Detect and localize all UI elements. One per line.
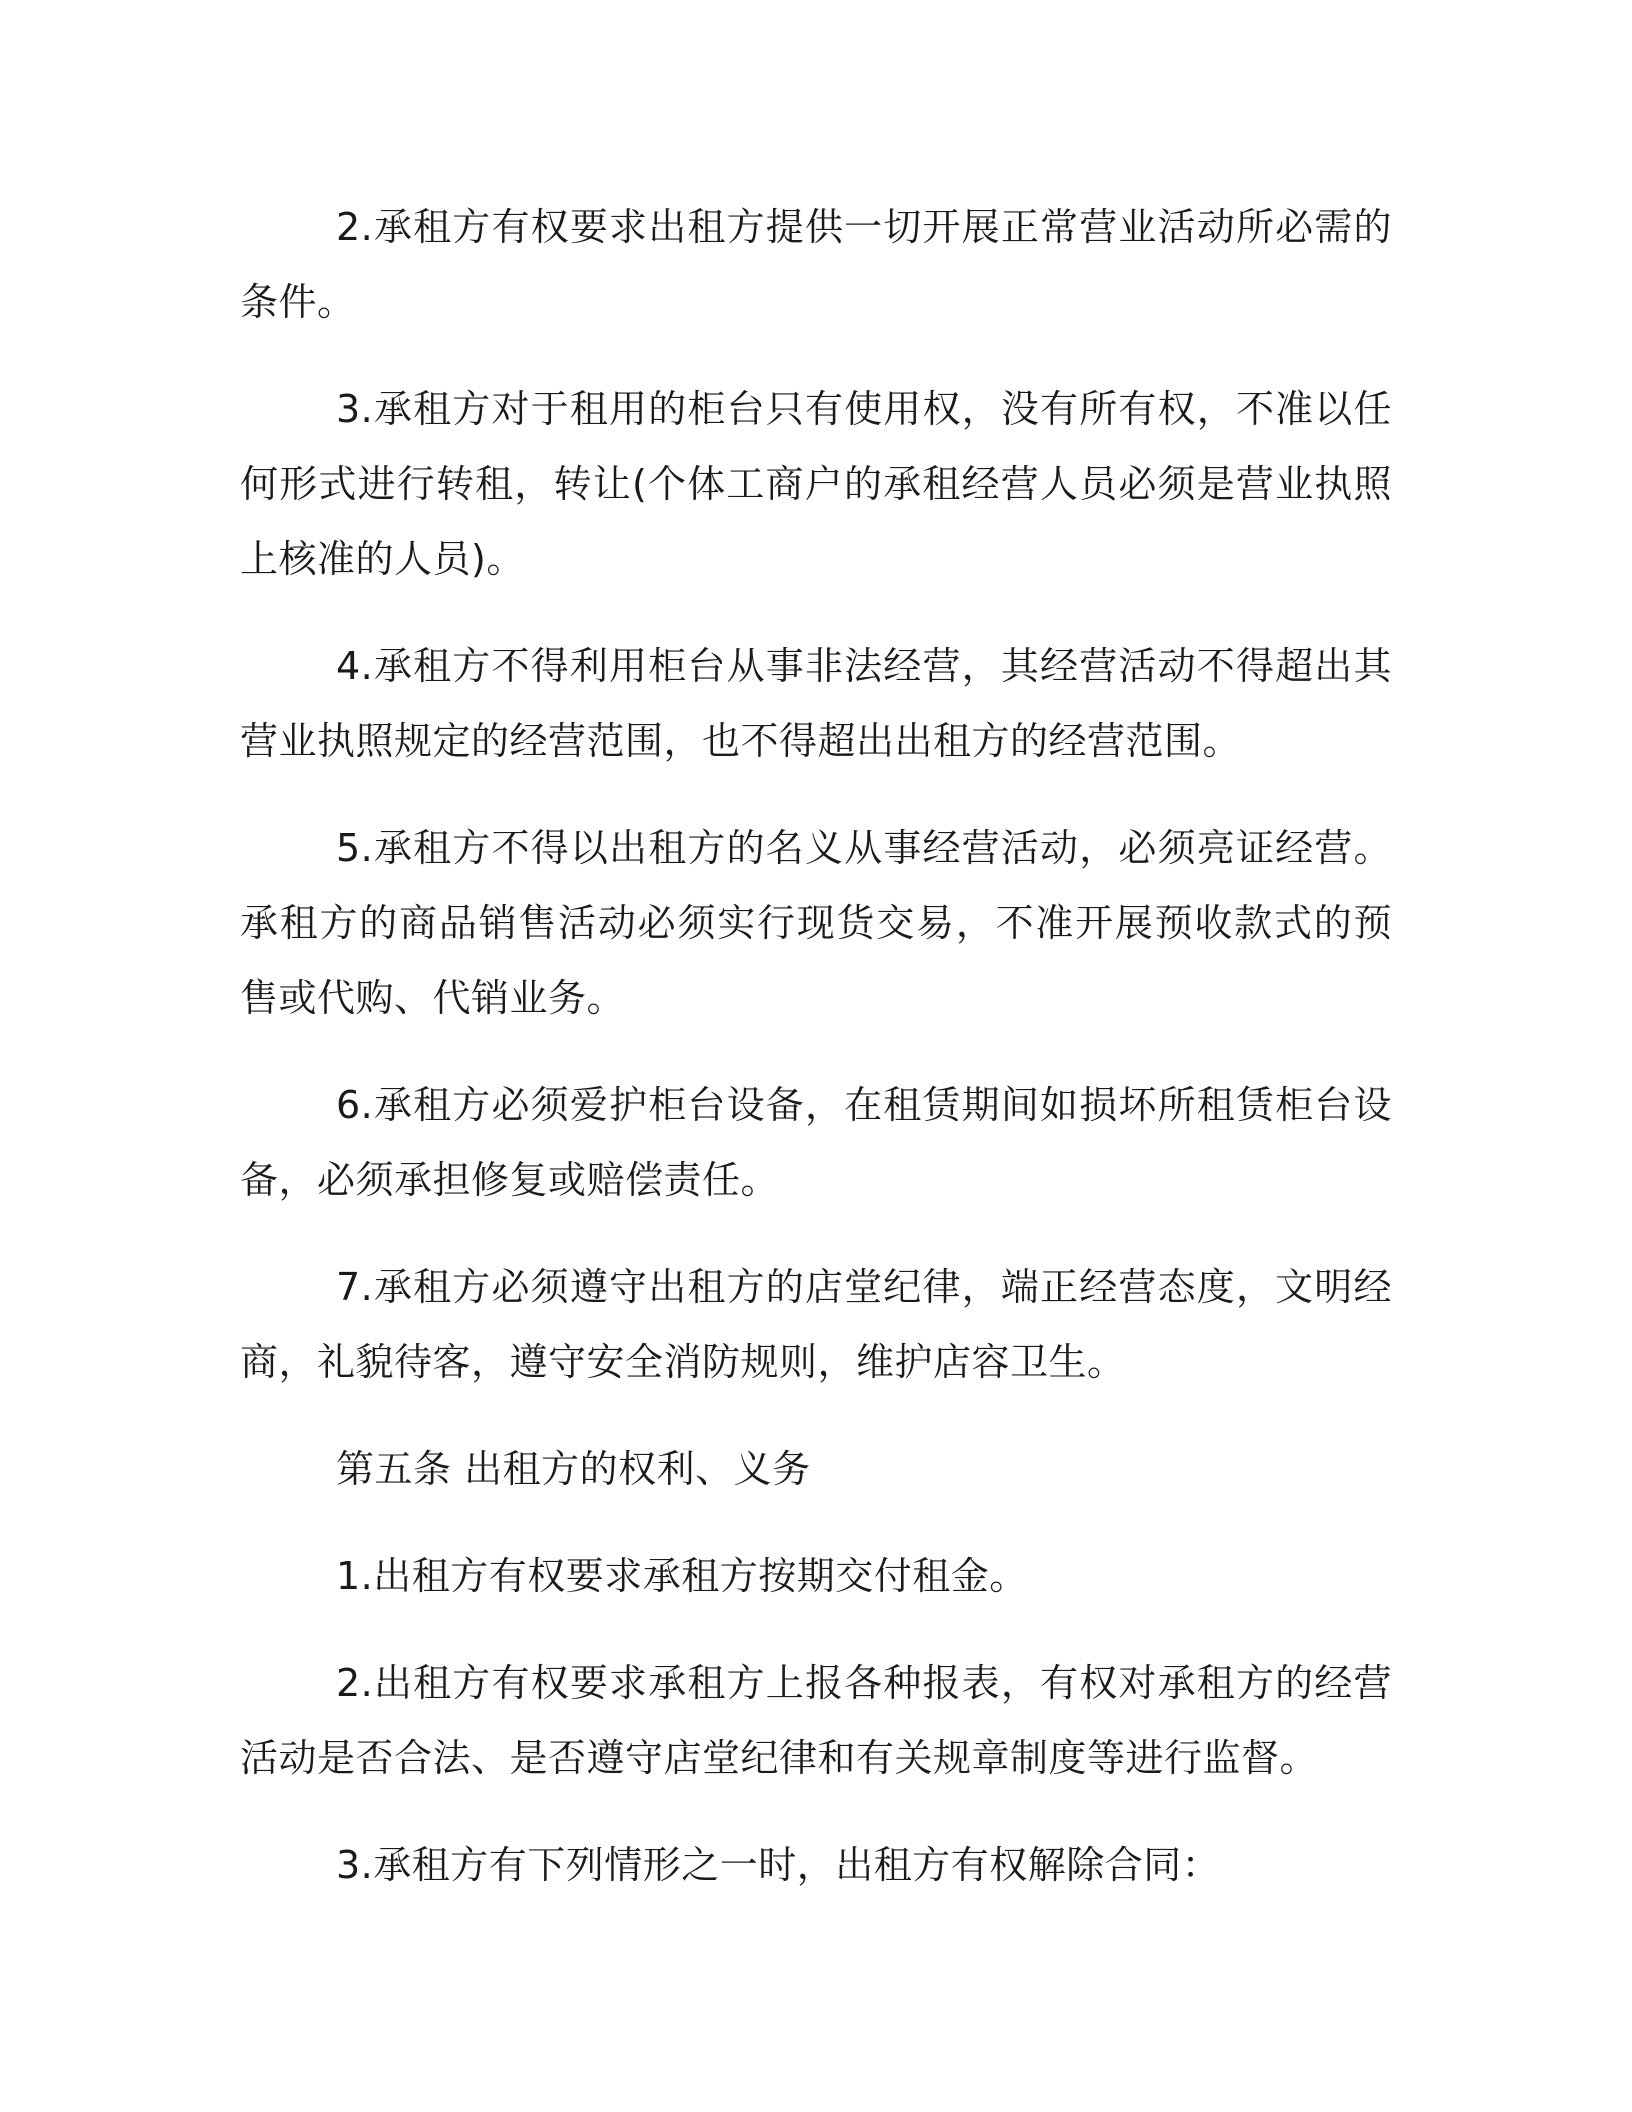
paragraph-lessee-right-2: 2.承租方有权要求出租方提供一切开展正常营业活动所必需的条件。 [240, 205, 1392, 324]
paragraph-lessee-right-7: 7.承租方必须遵守出租方的店堂纪律，端正经营态度，文明经商，礼貌待客，遵守安全消防规则，维护店容卫生。 [240, 1265, 1392, 1384]
paragraph-lessee-right-5: 5.承租方不得以出租方的名义从事经营活动，必须亮证经营。承租方的商品销售活动必须实行现货交易，不准开展预收款式的预售或代购、代销业务。 [240, 826, 1392, 1020]
document-body [240, 190, 1392, 1935]
paragraph-lessor-right-1: 1.出租方有权要求承租方按期交付租金。 [336, 1554, 1028, 1598]
paragraph-lessee-right-3: 3.承租方对于租用的柜台只有使用权，没有所有权，不准以任何形式进行转租，转让(个体工商户的承租经营人员必须是营业执照上核准的人员)。 [240, 387, 1392, 581]
paragraph-lessor-right-3: 3.承租方有下列情形之一时，出租方有权解除合同： [336, 1843, 1221, 1887]
paragraph-lessee-right-6: 6.承租方必须爱护柜台设备，在租赁期间如损坏所租赁柜台设备，必须承担修复或赔偿责任。 [240, 1083, 1392, 1202]
section-heading-article-5: 第五条 出租方的权利、义务 [336, 1447, 811, 1491]
paragraph-lessee-right-4: 4.承租方不得利用柜台从事非法经营，其经营活动不得超出其营业执照规定的经营范围，也不得超出出租方的经营范围。 [240, 644, 1392, 763]
paragraph-lessor-right-2: 2.出租方有权要求承租方上报各种报表，有权对承租方的经营活动是否合法、是否遵守店堂纪律和有关规章制度等进行监督。 [240, 1661, 1392, 1780]
